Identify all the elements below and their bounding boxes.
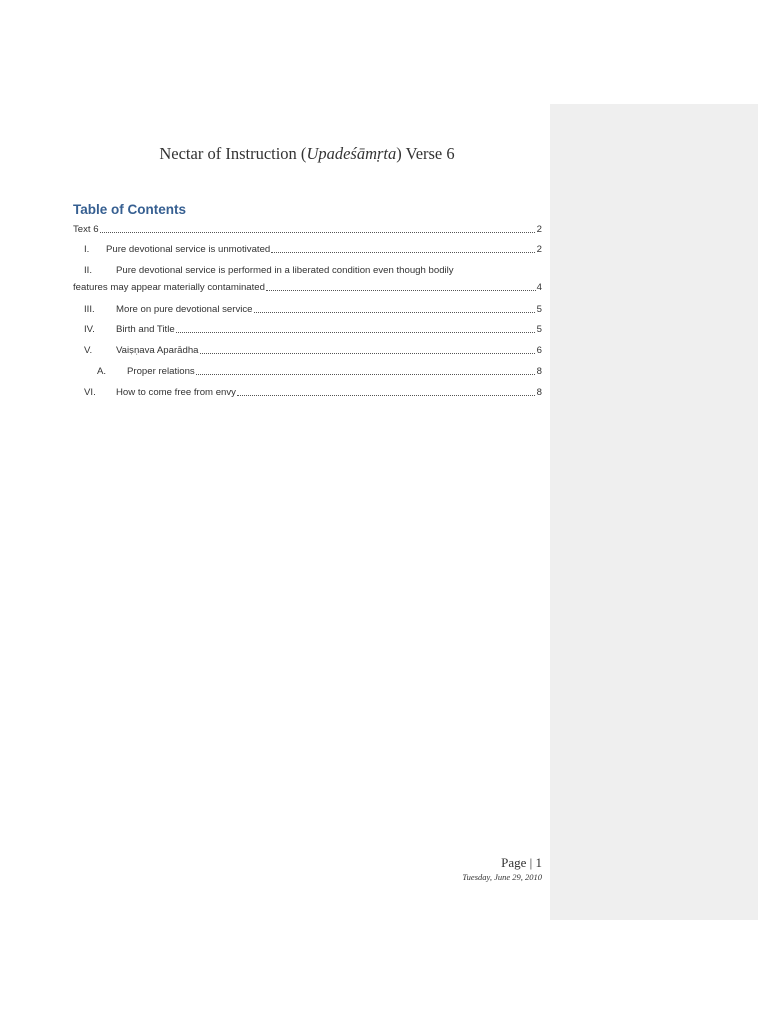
toc-entry-6[interactable]: VI. How to come free from envy 8 bbox=[84, 387, 542, 398]
document-title: Nectar of Instruction (Upadeśāmṛta) Verse 6 bbox=[159, 144, 455, 163]
toc-entry-3[interactable]: III. More on pure devotional service 5 bbox=[84, 304, 542, 315]
footer-date: Tuesday, June 29, 2010 bbox=[462, 872, 542, 882]
toc-entry-5a[interactable]: A. Proper relations 8 bbox=[97, 366, 542, 377]
toc-entry-text6[interactable]: Text 6 2 bbox=[73, 224, 542, 235]
toc-entry-1[interactable]: I. Pure devotional service is unmotivated 2 bbox=[84, 244, 542, 255]
comment-pane bbox=[550, 104, 758, 920]
toc-heading: Table of Contents bbox=[73, 202, 186, 217]
toc-entry-5[interactable]: V. Vaiṣṇava Aparādha 6 bbox=[84, 345, 542, 356]
page-number: Page | 1 bbox=[501, 855, 542, 870]
toc-entry-4[interactable]: IV. Birth and Title 5 bbox=[84, 324, 542, 335]
toc-entry-2[interactable]: II. Pure devotional service is performed in a liberated condition even though bodily features may appear materially contaminated 4 bbox=[73, 265, 542, 293]
